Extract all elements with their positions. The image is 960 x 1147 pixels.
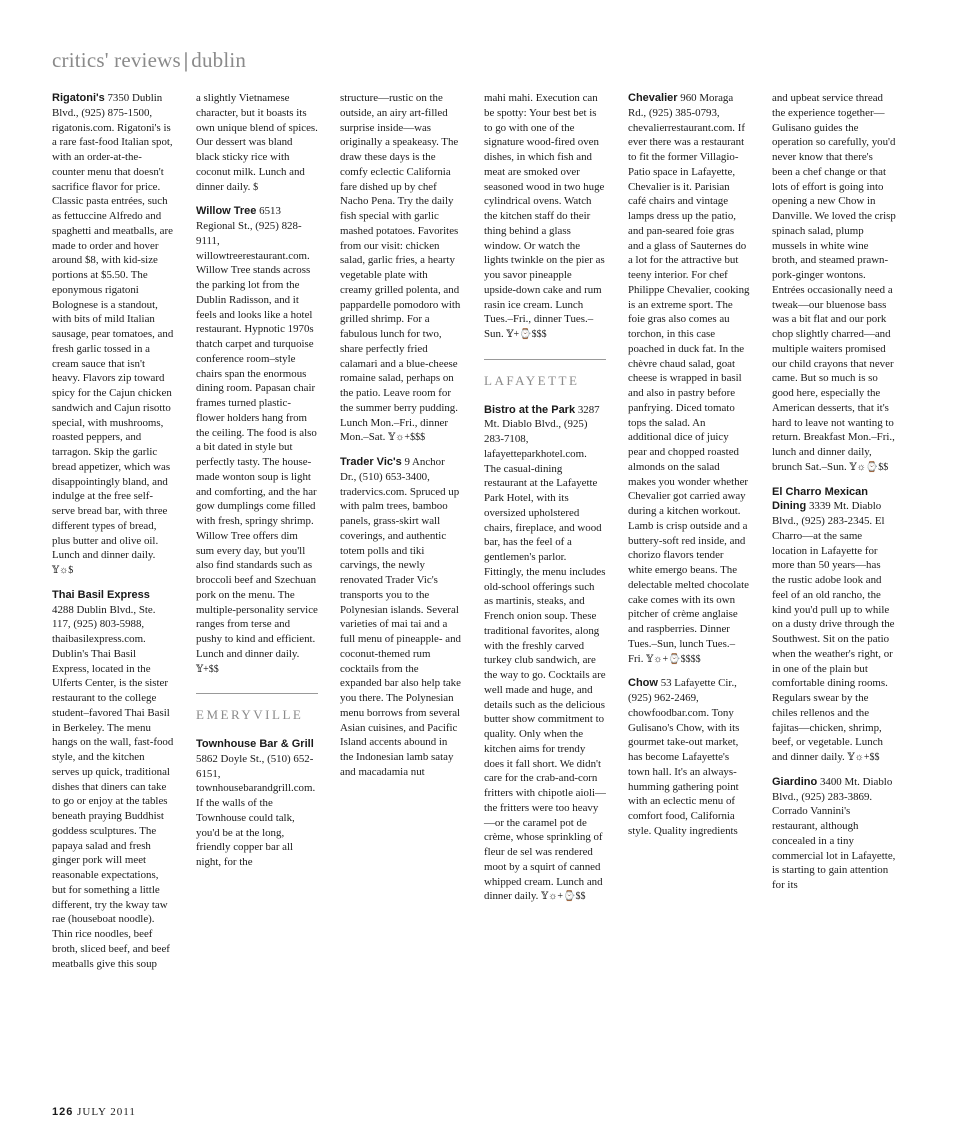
review-entry bbox=[628, 676, 750, 838]
section-title: critics' reviews bbox=[52, 48, 181, 72]
restaurant-name: Rigatoni's bbox=[52, 92, 105, 104]
review-text: 3339 Mt. Diablo Blvd., (925) 283-2345. El Charro—at the same location in Lafayette for more than 50 years—has the rustic adobe look and feel of an old rancho, the kind you'd pull up to while on a dusty drive through the Southwest. Sit on the patio when the weather's right, or in one of the plain but comfortable dining rooms. Regulars swear by the chiles rellenos and the fajitas—chicken, shrimp, beef, or vegetable. Lunch and dinner daily. bbox=[772, 500, 895, 763]
page-footer bbox=[52, 1106, 136, 1118]
review-entry bbox=[484, 91, 606, 343]
restaurant-name: Bistro at the Park bbox=[484, 403, 576, 416]
price-rating-icons: 𝕐☼+$$$ bbox=[388, 432, 426, 444]
review-text: a slightly Vietnamese character, but it boasts its own unique blend of spices. Our dessert was bland black sticky rice with coconut milk. Lunch and dinner daily. bbox=[196, 92, 318, 193]
page-number: 126 bbox=[52, 1106, 74, 1118]
review-entry bbox=[628, 91, 750, 667]
review-text: mahi mahi. Execution can be spotty: Your best bet is to go with one of the signature wood-fired oven dishes, in which fish and meat are smoked over seasoned wood in two huge cylindrical ovens. Watch the kitchen staff do their thing behind a glass window. Or watch the lights twinkle on the pier as you savor pineapple upside-down cake and rum rasin ice cream. Lunch Tues.–Fri., dinner Tues.–Sun. bbox=[484, 92, 605, 340]
restaurant-name: Giardino bbox=[772, 775, 818, 788]
header-separator: | bbox=[183, 48, 189, 72]
section-heading-label: LAFAYETTE bbox=[484, 372, 580, 388]
restaurant-name: Thai Basil Express bbox=[52, 588, 150, 601]
price-rating-icons: $ bbox=[253, 181, 259, 193]
page-header bbox=[52, 48, 246, 73]
review-text: 7350 Dublin Blvd., (925) 875-1500, rigatonis.com. Rigatoni's is a rare fast-food Italian spot, with an order-at-the-counter menu that doesn't sacrifice flavor for price. Classic pasta entrées, such as fettuccine Alfredo and spaghetti and meatballs, are made to order and hover around $8, with kid-size portions at $5.50. The eponymous rigatoni Bolognese is a standout, with bits of mild Italian sausage, pear tomatoes, and fresh garlic tossed in a cream sauce that isn't heavy. Flavors zip toward spicy for the Cajun chicken sandwich and Cajun risotto special, with mushrooms, roasted peppers, and tarragon. Skip the garlic bread appetizer, which was disappointingly bland, and indulge at the free self-serve bread bar, with three different types of bread, plus butter and olive oil. Lunch and dinner daily. bbox=[52, 92, 174, 562]
review-entry bbox=[340, 455, 462, 780]
column-6 bbox=[772, 91, 896, 893]
price-rating-icons: 𝕐☼$ bbox=[52, 565, 74, 576]
column-1 bbox=[52, 91, 174, 971]
column-3 bbox=[340, 91, 462, 780]
review-entry bbox=[340, 91, 462, 446]
price-rating-icons: 𝕐☼⌚$$ bbox=[849, 461, 889, 473]
column-4 bbox=[484, 91, 606, 905]
restaurant-name: Trader Vic's bbox=[340, 456, 402, 468]
review-text: 5862 Doyle St., (510) 652-6151, townhousebarandgrill.com. If the walls of the Townhouse could talk, you'd be at the long, friendly copper bar all night, for the bbox=[196, 752, 316, 868]
section-heading bbox=[484, 359, 606, 389]
restaurant-name: Willow Tree bbox=[196, 205, 257, 218]
review-text: structure—rustic on the outside, an airy art-filled surprise inside—was originally a speakeasy. The draw these days is the comfy eclectic California fare dished up by chef Nacho Pena. Try the daily fish special with garlic mashed potatoes. Favorites from our visit: chicken salad, garlic fries, a hearty vegetable plate with creamy grilled polenta, and pappardelle pomodoro with grilled shrimp. For a fabulous lunch for two, share perfectly fried calamari and a blue-cheese romaine salad, perhaps on the patio. Leave room for the summer berry pudding. Lunch Mon.–Fri., dinner Mon.–Sat. bbox=[340, 92, 461, 444]
price-rating-icons: 𝕐☼+$$ bbox=[847, 752, 880, 763]
section-heading-label: EMERYVILLE bbox=[196, 707, 304, 723]
column-2 bbox=[196, 91, 318, 870]
review-text: 3400 Mt. Diablo Blvd., (925) 283-3869. Corrado Vannini's restaurant, although concealed in a tiny commercial lot in Lafayette, is starting to gain attention for its bbox=[772, 775, 896, 891]
review-text: 960 Moraga Rd., (925) 385-0793, chevalierrestaurant.com. If ever there was a restaurant to fit the former Villagio-Patio space in Lafayette, Chevalier is it. Parisian café chairs and vintage lamps dress up the patio, and pan-seared foie gras and a glass of Sauternes do a lot for the attractive but teeny interior. For chef Philippe Chevalier, cooking is an extreme sport. The foie gras also comes au torchon, in this case poached in duck fat. In the chèvre chaud salad, goat cheese is wrapped in basil and also in pastry before panfrying. Diced tomato tops the salad. An additional dice of juicy pear and chopped roasted almonds on the salad makes you wonder whether Chevalier got carried away during a kitchen workout. Lamb is crisp outside and a buttery-soft red inside, and chorizo flavors tender white emergo beans. The delectable melted chocolate cake comes with its own pitcher of crème anglaise and raspberries. Dinner Tues.–Sun, lunch Tues.–Fri. bbox=[628, 92, 750, 665]
restaurant-name: Townhouse Bar & Grill bbox=[196, 738, 314, 750]
review-entry bbox=[484, 403, 606, 906]
review-text: 4288 Dublin Blvd., Ste. 117, (925) 803-5988, thaibasilexpress.com. Dublin's Thai Basil Express, located in the Ulferts Center, is the sister restaurant to the college student–favored Thai Basil in Berkeley. The menu hangs on the wall, fast-food style, and the kitchen serves up quick, traditional dishes that diners can take to go or enjoy at the tables beneath praying Buddhist goddess sculptures. The papaya salad and fresh ginger pork will meet reasonable expectations, but for something a little different, try the kway taw rae (houseboat noodle). Thin rice noodles, beef broth, sliced beef, and beef meatballs give this soup bbox=[52, 603, 174, 970]
review-entry bbox=[52, 91, 174, 579]
restaurant-name: Chevalier bbox=[628, 92, 678, 104]
price-rating-icons: 𝕐+⌚$$$ bbox=[506, 329, 547, 340]
issue-date: JULY 2011 bbox=[77, 1106, 136, 1118]
review-text: 3287 Mt. Diablo Blvd., (925) 283-7108, lafayetteparkhotel.com. The casual-dining restaurant at the Lafayette Park Hotel, with its oversized upholstered chairs, fireplace, and wood bar, has the feel of a gentlemen's parlor. Fittingly, the menu includes old-school offerings such as martinis, steaks, and French onion soup. These traditional favorites, along with the freshly carved turkey club sandwich, are the way to go. Cocktails are well made and huge, and details such as the delicious butter show commitment to quality. Only when the kitchen aims for trendy does it fall short. We didn't care for the crab-and-corn fritters with chipotle aioli—the fritters were too heavy—or the caramel pot de crème, whose sprinkling of fleur de sel was rendered moot by a squirt of canned whipped cream. Lunch and dinner daily. bbox=[484, 403, 606, 903]
column-5 bbox=[628, 91, 750, 839]
review-text: 6513 Regional St., (925) 828-9111, willowtreerestaurant.com. Willow Tree stands across the parking lot from the Dublin Radisson, and it feels and looks like a hotel restaurant. Hypnotic 1970s thatch carpet and turquoise conference room–style chairs span the enormous dining room. Papasan chair frames turned plastic-flower holders hang from the ceiling. The food is also a bit dated in style but perfectly tasty. The house-made wonton soup is light and comforting, and the har gow dumplings come filled with fresh, springy shrimp. Willow Tree offers dim sum every day, but you'll also find standards such as broccoli beef and Szechuan pork on the menu. The multiple-personality service ranges from terse and pushy to kind and efficient. Lunch and dinner daily. bbox=[196, 205, 318, 660]
review-text: 53 Lafayette Cir., (925) 962-2469, chowfoodbar.com. Tony Gulisano's Chow, with its gourmet take-out market, has become Lafayette's town hall. It's an always-humming gathering point with an eclectic menu of comfort food, California style. Quality ingredients bbox=[628, 677, 740, 837]
price-rating-icons: 𝕐+$$ bbox=[196, 663, 219, 675]
review-entry bbox=[196, 204, 318, 677]
review-entry bbox=[196, 91, 318, 195]
review-entry bbox=[52, 588, 174, 972]
review-text: 9 Anchor Dr., (510) 653-3400, tradervics.com. Spruced up with palm trees, bamboo panels, grass-skirt wall coverings, and authentic totem polls and tiki carvings, the newly renovated Trader Vic's transports you to the Polynesian islands. Several varieties of mai tai and a full menu of pineapple- and coconut-themed rum cocktails from the expanded bar also help take you there. The Polynesian menu borrows from several Asian cuisines, and Pacific Island accents abound in the Indonesian lamb satay and macadamia nut bbox=[340, 456, 461, 778]
price-rating-icons: 𝕐☼+⌚$$$$ bbox=[646, 653, 701, 665]
restaurant-name: El Charro Mexican Dining bbox=[772, 485, 868, 513]
review-entry bbox=[772, 775, 896, 893]
review-entry bbox=[772, 485, 896, 766]
restaurant-name: Chow bbox=[628, 677, 658, 690]
price-rating-icons: 𝕐☼+⌚$$ bbox=[541, 891, 586, 903]
city-title: dublin bbox=[191, 48, 247, 72]
review-text: and upbeat service thread the experience together—Gulisano guides the operation so carefully, you'd never know that there's been a chef change or that lots of effort is going into opening a new Chow in Danville. We loved the crisp spinach salad, plump mussels in white wine broth, and steamed prawn-pork-ginger wontons. Entrées occasionally need a tweak—our bluenose bass was a bit flat and our pork chop slightly charred—and multiple waiters promised our child crayons that never came. But so much is so good here, especially the American desserts, that it's hard to leave not wanting to return. Breakfast Mon.–Fri., lunch and dinner daily, brunch Sat.–Sun. bbox=[772, 92, 896, 473]
review-entry bbox=[196, 737, 318, 870]
section-heading bbox=[196, 693, 318, 723]
review-entry bbox=[772, 91, 896, 476]
